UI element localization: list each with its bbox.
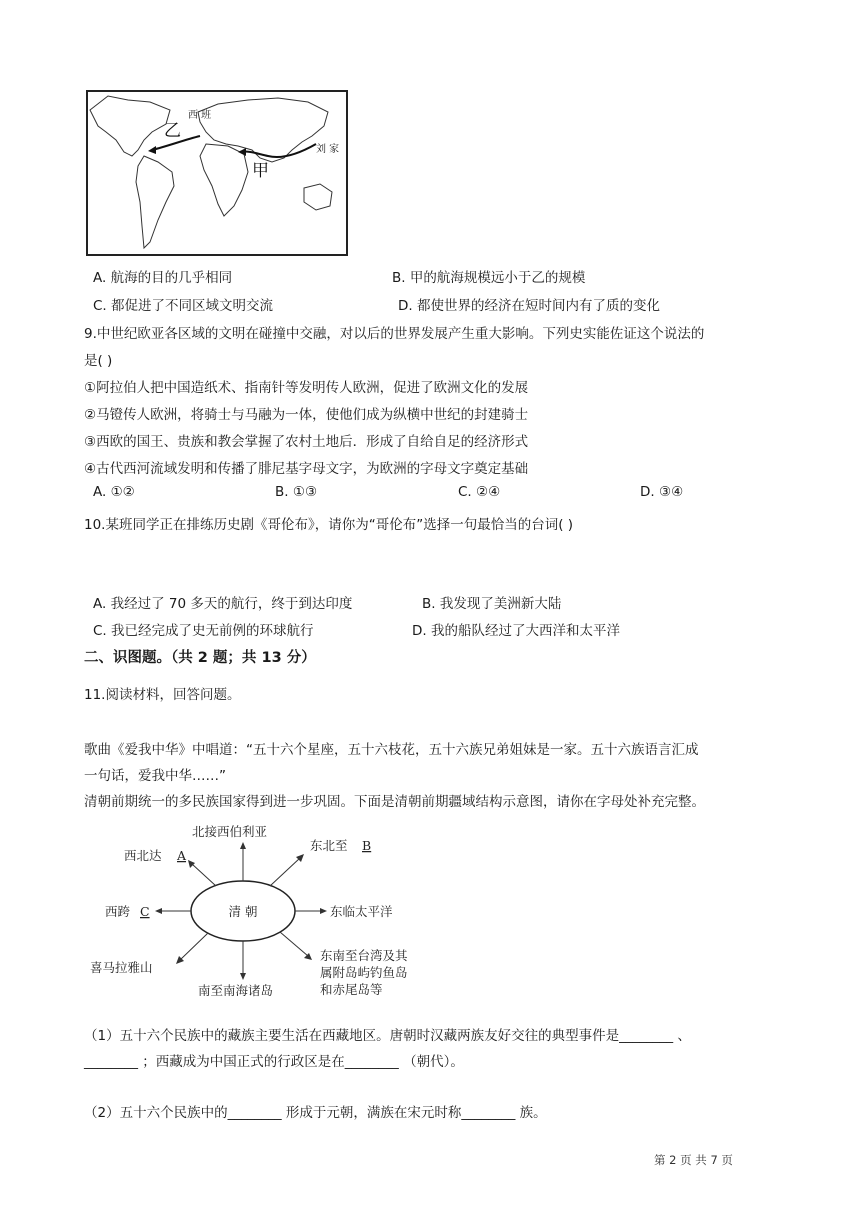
q9-item-4: ④古代西河流域发明和传播了腓尼基字母文字，为欧洲的字母文字奠定基础 [84, 461, 529, 477]
q10-option-b: B. 我发现了美洲新大陆 [422, 596, 562, 612]
diagram-northwest: 西北达 [124, 848, 162, 863]
q10-option-a: A. 我经过了 70 多天的航行，终于到达印度 [93, 596, 353, 612]
world-map-drawing [88, 92, 346, 254]
diagram-center: 清 朝 [228, 904, 258, 919]
diagram-southeast-line1: 东南至台湾及其 [320, 948, 408, 963]
q8-option-c: C. 都促进了不同区域文明交流 [93, 298, 274, 314]
map-label-jia: 甲 [252, 161, 269, 181]
diagram-southwest: 喜马拉雅山 [90, 960, 153, 975]
q9-item-3: ③西欧的国王、贵族和教会掌握了农村土地后．形成了自给自足的经济形式 [84, 434, 529, 450]
q11-material-line3: 清朝前期统一的多民族国家得到进一步巩固。下面是清朝前期疆域结构示意图，请你在字母处补充完整。 [84, 794, 705, 810]
qing-territory-diagram [80, 820, 440, 1005]
q10-option-c: C. 我已经完成了史无前例的环球航行 [93, 623, 314, 639]
q9-item-1: ①阿拉伯人把中国造纸术、指南针等发明传人欧洲，促进了欧洲文化的发展 [84, 380, 529, 396]
arrow-north-icon [240, 842, 246, 849]
q8-option-a: A. 航海的目的几乎相同 [93, 270, 233, 286]
q11-sub1-line1: （1）五十六个民族中的藏族主要生活在西藏地区。唐朝时汉藏两族友好交往的典型事件是________ 、 [84, 1028, 691, 1044]
arrow-east-icon [320, 908, 327, 914]
arrow-south-icon [240, 973, 246, 980]
map-label-east: 刘 家 [316, 144, 340, 155]
q11-stem: 11.阅读材料，回答问题。 [84, 687, 241, 703]
diagram-northeast-letter: B [362, 838, 372, 853]
diagram-west-letter: C [140, 904, 150, 919]
q9-option-c: C. ②④ [458, 484, 501, 500]
q10-stem: 10.某班同学正在排练历史剧《哥伦布》，请你为“哥伦布”选择一句最恰当的台词( ) [84, 517, 574, 533]
q9-option-d: D. ③④ [640, 484, 684, 500]
diagram-north: 北接西伯利亚 [192, 824, 268, 839]
diagram-southeast-line3: 和赤尾岛等 [320, 982, 383, 997]
arrow-northwest-icon [188, 860, 195, 868]
diagram-south: 南至南海诸岛 [198, 983, 274, 998]
diagram-west: 西跨 [105, 904, 131, 919]
diagram-southeast-line2: 属附岛屿钓鱼岛 [320, 965, 408, 980]
q11-material-line2: 一句话，爱我中华……” [84, 768, 226, 784]
diagram-northwest-letter: A [177, 848, 187, 863]
q8-option-b: B. 甲的航海规模远小于乙的规模 [392, 270, 586, 286]
q11-material-line1: 歌曲《爱我中华》中唱道：“五十六个星座，五十六枝花，五十六族兄弟姐妹是一家。五十六族语言汇成 [84, 742, 699, 758]
section2-title: 二、识图题。（共 2 题；共 13 分） [84, 650, 316, 666]
q10-option-d: D. 我的船队经过了大西洋和太平洋 [412, 623, 620, 639]
arrow-west-icon [155, 908, 162, 914]
q8-option-d: D. 都使世界的经济在短时间内有了质的变化 [398, 298, 660, 314]
q11-sub1-line2: ________ ；西藏成为中国正式的行政区是在________ （朝代）。 [84, 1054, 464, 1070]
q9-stem-line2: 是( ) [84, 353, 113, 369]
q9-item-2: ②马镫传人欧洲，将骑士与马融为一体，使他们成为纵横中世纪的封建骑士 [84, 407, 529, 423]
page-number: 第 2 页 共 7 页 [654, 1153, 733, 1167]
q9-stem-line1: 9.中世纪欧亚各区域的文明在碰撞中交融，对以后的世界发展产生重大影响。下列史实能佐证这个说法的 [84, 326, 705, 342]
route-yi-arrow-icon [148, 146, 156, 154]
map-label-yi: 乙 [164, 121, 181, 141]
diagram-east: 东临太平洋 [330, 904, 393, 919]
diagram-northeast: 东北至 [310, 838, 348, 853]
q11-sub2: （2）五十六个民族中的________ 形成于元朝，满族在宋元时称________ 族。 [84, 1105, 547, 1121]
map-label-west: 西 班 [188, 110, 212, 121]
q9-option-a: A. ①② [93, 484, 135, 500]
q9-option-b: B. ①③ [275, 484, 318, 500]
route-jia-arrow-icon [238, 148, 246, 156]
world-map-figure [86, 90, 348, 256]
